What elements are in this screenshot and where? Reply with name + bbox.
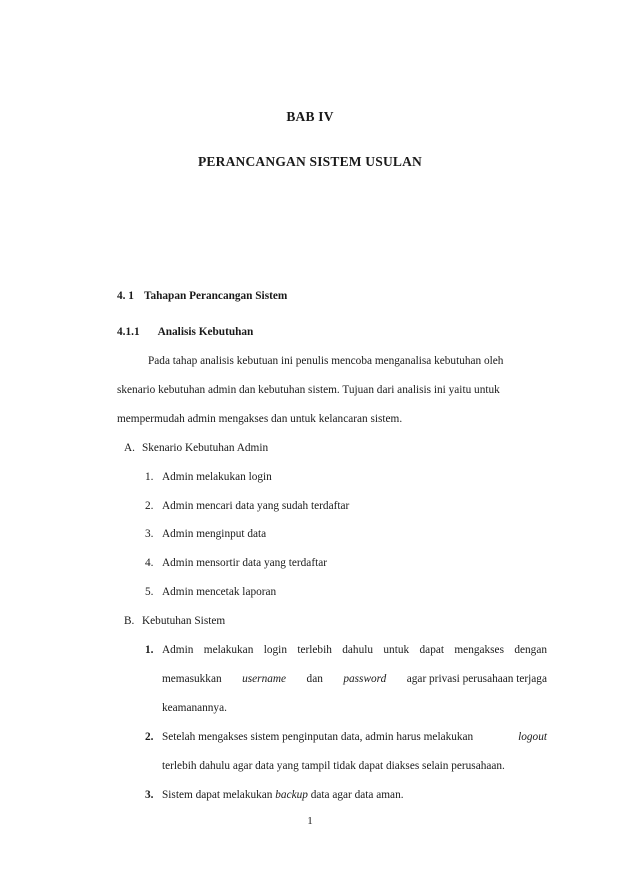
paragraph-line: Pada tahap analisis kebutuan ini penulis mencoba menganalisa kebutuhan oleh	[148, 355, 504, 367]
list-item-number: 2.	[145, 731, 154, 743]
list-a-marker: A.	[124, 442, 135, 454]
section-heading	[117, 289, 287, 303]
paragraph-line: skenario kebutuhan admin dan kebutuhan sistem. Tujuan dari analisis ini yaitu untuk	[117, 384, 500, 396]
text-run-italic: username	[242, 673, 287, 685]
list-item: Admin mencari data yang sudah terdaftar	[162, 500, 350, 512]
list-b-title: Kebutuhan Sistem	[142, 615, 226, 627]
list-item-number: 3.	[145, 528, 154, 540]
section-title: Tahapan Perancangan Sistem	[143, 290, 288, 302]
text-run: Setelah mengakses sistem penginputan data, admin harus melakukan	[162, 731, 474, 743]
list-item: terlebih dahulu agar data yang tampil tidak dapat diakses selain perusahaan.	[162, 760, 505, 772]
text-run-italic: password	[343, 673, 387, 685]
text-run: agar privasi perusahaan terjaga	[406, 673, 547, 685]
list-item: Admin mencetak laporan	[162, 586, 277, 598]
text-run: data agar data aman.	[310, 789, 404, 801]
text-run: Sistem dapat melakukan	[162, 789, 273, 801]
list-item: Admin melakukan login	[162, 471, 272, 483]
list-item	[162, 788, 404, 802]
section-number: 4. 1	[117, 290, 134, 302]
text-run: memasukkan	[162, 673, 222, 685]
list-item	[162, 730, 547, 744]
list-item: Admin melakukan login terlebih dahulu untuk dapat mengakses dengan	[162, 644, 547, 656]
list-b-marker: B.	[124, 615, 135, 627]
chapter-number: BAB IV	[286, 109, 334, 124]
chapter-title: PERANCANGAN SISTEM USULAN	[197, 154, 423, 169]
list-item-number: 4.	[145, 557, 154, 569]
page-number: 1	[307, 815, 313, 827]
paragraph-line: mempermudah admin mengakses dan untuk kelancaran sistem.	[117, 413, 403, 425]
text-run-italic: logout	[518, 731, 547, 743]
list-a-title: Skenario Kebutuhan Admin	[142, 442, 269, 454]
list-item-number: 2.	[145, 500, 154, 512]
list-item-number: 1.	[145, 644, 154, 656]
list-item	[162, 672, 547, 686]
list-item-number: 1.	[145, 471, 154, 483]
subsection-heading	[117, 325, 253, 339]
text-run: dan	[306, 673, 323, 685]
text-run-italic: backup	[275, 789, 308, 801]
list-item-number: 3.	[145, 789, 154, 801]
subsection-title: Analisis Kebutuhan	[157, 326, 254, 338]
list-item: Admin menginput data	[162, 528, 267, 540]
list-item: keamanannya.	[162, 702, 227, 714]
list-item-number: 5.	[145, 586, 154, 598]
list-item: Admin mensortir data yang terdaftar	[162, 557, 328, 569]
subsection-number: 4.1.1	[117, 326, 140, 338]
